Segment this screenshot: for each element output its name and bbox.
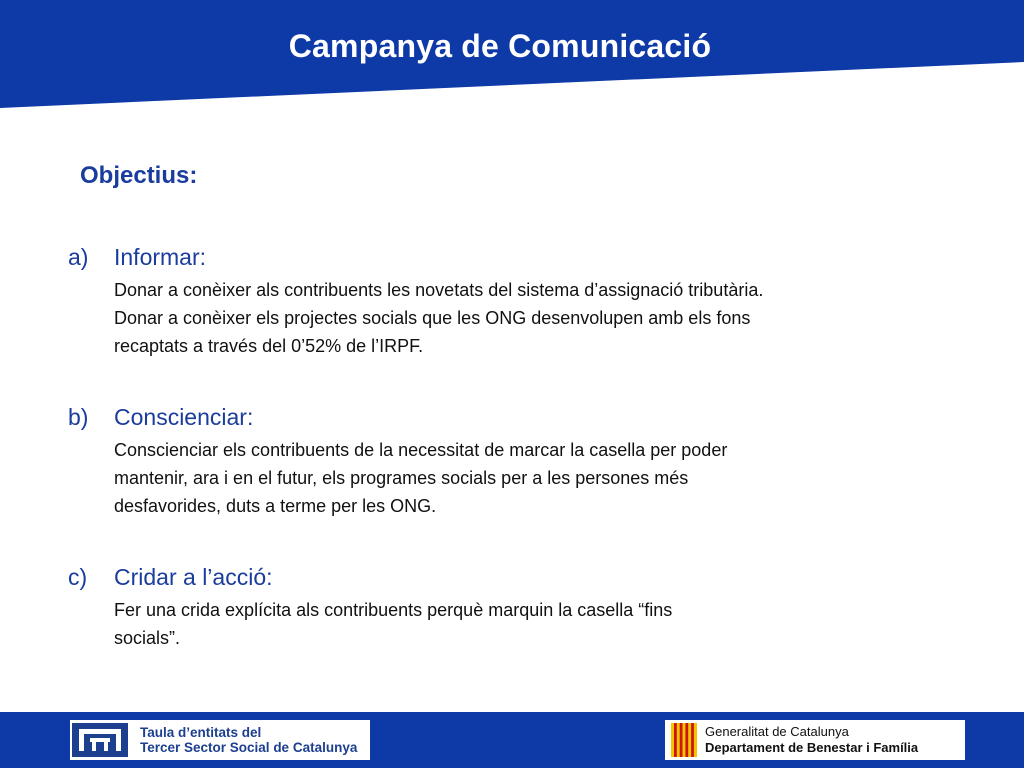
taula-logo-icon bbox=[72, 723, 128, 757]
footer-bar bbox=[0, 712, 1024, 768]
item-body: Conscienciar els contribuents de la necessitat de marcar la casella per poder mantenir, ara i en el futur, els programes socials per a les persones més desfavorides, duts a terme per les ONG. bbox=[114, 440, 728, 516]
objective-item-c bbox=[68, 564, 948, 652]
item-letter: a) bbox=[68, 244, 89, 270]
item-letter: c) bbox=[68, 564, 88, 590]
item-body: Fer una crida explícita als contribuents perquè marquin la casella “fins socials”. bbox=[114, 600, 673, 648]
item-body: Donar a conèixer als contribuents les novetats del sistema d’assignació tributària. Donar a conèixer els projectes socials que les ONG desenvolupen amb els fons recaptats a través del 0’52% de l’IRPF. bbox=[114, 280, 764, 356]
objective-item-b bbox=[68, 404, 948, 520]
senyera-icon bbox=[671, 723, 697, 757]
generalitat-logo-text: Generalitat de Catalunya Departament de Benestar i Família bbox=[705, 724, 919, 755]
item-heading: Conscienciar: bbox=[114, 404, 254, 430]
slide-title: Campanya de Comunicació bbox=[288, 28, 712, 64]
item-heading: Cridar a l’acció: bbox=[114, 564, 273, 590]
generalitat-logo bbox=[665, 720, 965, 760]
objective-item-a bbox=[68, 244, 948, 360]
taula-logo bbox=[70, 720, 370, 760]
objectives-heading: Objectius: bbox=[80, 162, 198, 189]
taula-logo-text: Taula d’entitats del Tercer Sector Social de Catalunya bbox=[140, 725, 358, 755]
item-heading: Informar: bbox=[114, 244, 207, 270]
item-letter: b) bbox=[68, 404, 89, 430]
